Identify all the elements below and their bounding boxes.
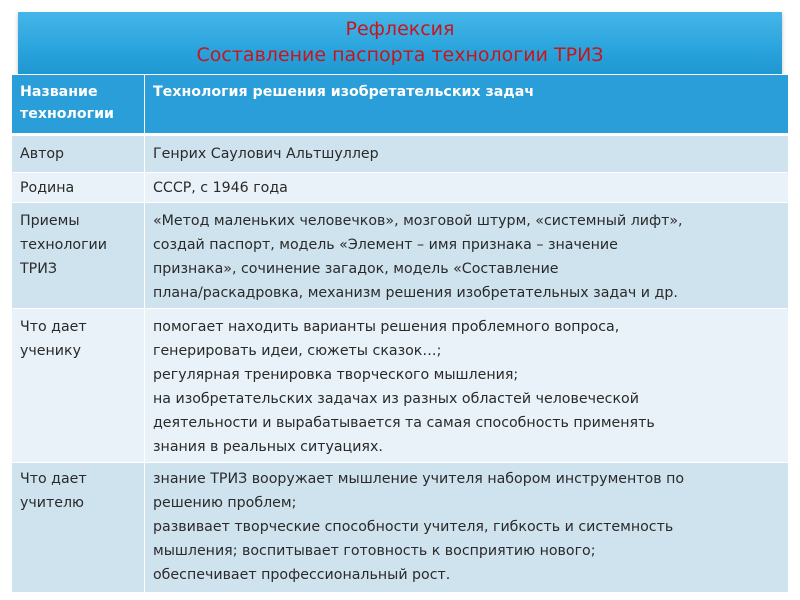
row-value [145, 135, 789, 173]
cell-line: регулярная тренировка творческого мышления; [153, 367, 519, 383]
cell-line: Генрих Саулович Альтшуллер [153, 146, 379, 162]
cell-line: деятельности и вырабатывается та самая способность применять [153, 415, 655, 431]
row-value [145, 309, 789, 463]
cell-line: Что дает [20, 319, 87, 335]
cell-line: плана/раскадровка, механизм решения изобретательных задач и др. [153, 285, 678, 301]
cell-line: знание ТРИЗ вооружает мышление учителя набором инструментов по [153, 471, 685, 487]
cell-line: мышления; воспитывает готовность к восприятию нового; [153, 543, 596, 559]
cell-line: Что дает [20, 471, 87, 487]
row-label [12, 203, 145, 309]
header-cell-value [145, 75, 789, 135]
cell-line: создай паспорт, модель «Элемент – имя признака – значение [153, 237, 618, 253]
cell-line: генерировать идеи, сюжеты сказок…; [153, 343, 442, 359]
cell-line: признака», сочинение загадок, модель «Составление [153, 261, 559, 277]
table-header-row [12, 75, 789, 135]
table-row-student [12, 309, 789, 463]
row-label [12, 309, 145, 463]
cell-line: ТРИЗ [20, 261, 57, 277]
slide-title [0, 16, 800, 68]
row-label [12, 135, 145, 173]
table-row-techniques [12, 203, 789, 309]
technology-passport-table [11, 74, 789, 593]
cell-line: Технология решения изобретательских задач [153, 84, 535, 100]
cell-line: технологии [20, 237, 107, 253]
cell-line: Название [20, 84, 98, 100]
cell-line: Родина [20, 180, 75, 196]
cell-line: Приемы [20, 213, 80, 229]
table-row-author [12, 135, 789, 173]
cell-line: «Метод маленьких человечков», мозговой штурм, «системный лифт», [153, 213, 683, 229]
cell-line: помогает находить варианты решения проблемного вопроса, [153, 319, 620, 335]
cell-line: технологии [20, 106, 114, 122]
cell-line: СССР, с 1946 года [153, 180, 288, 196]
row-label [12, 173, 145, 203]
cell-line: ученику [20, 343, 81, 359]
title-line-2: Составление паспорта технологии ТРИЗ [196, 44, 604, 66]
cell-line: решению проблем; [153, 495, 297, 511]
cell-line: развивает творческие способности учителя, гибкость и системность [153, 519, 674, 535]
table-row-teacher [12, 463, 789, 593]
row-label [12, 463, 145, 593]
title-line-1: Рефлексия [345, 18, 455, 40]
row-value [145, 173, 789, 203]
row-value [145, 203, 789, 309]
table-row-homeland [12, 173, 789, 203]
cell-line: Автор [20, 146, 65, 162]
cell-line: на изобретательских задачах из разных областей человеческой [153, 391, 639, 407]
header-cell-name [12, 75, 145, 135]
cell-line: знания в реальных ситуациях. [153, 439, 383, 455]
row-value [145, 463, 789, 593]
cell-line: учителю [20, 495, 85, 511]
cell-line: обеспечивает профессиональный рост. [153, 567, 451, 583]
